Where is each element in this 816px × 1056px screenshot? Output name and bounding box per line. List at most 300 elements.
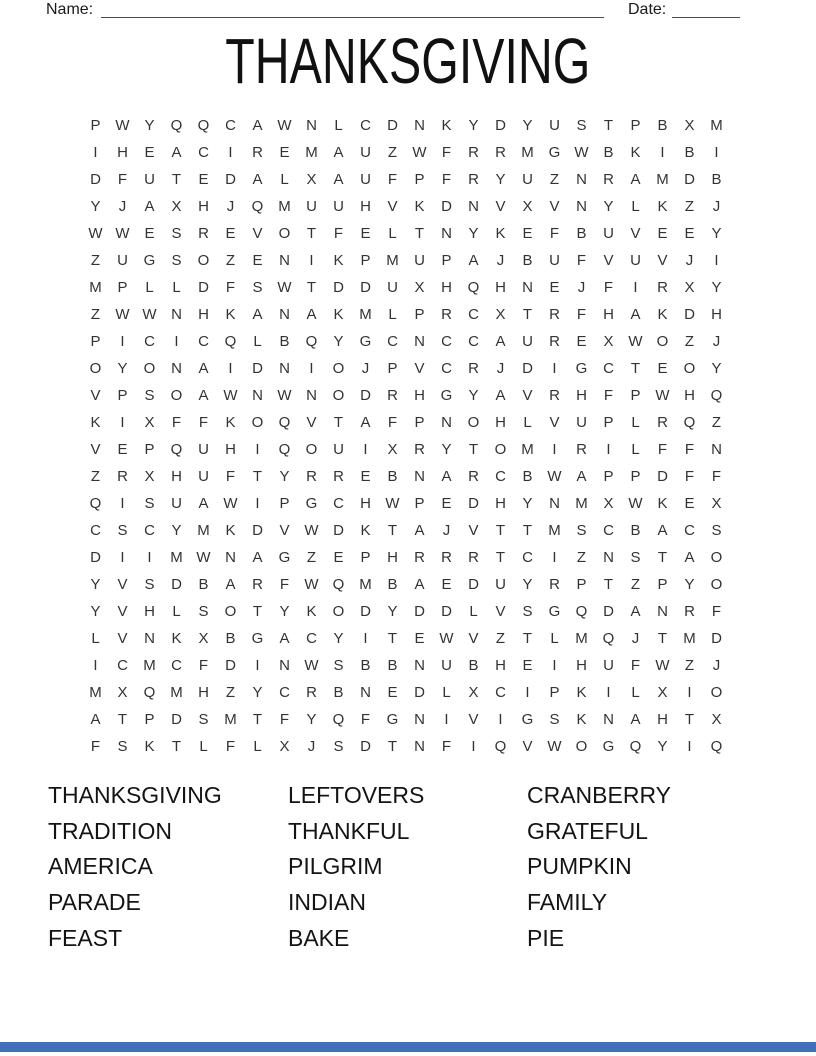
grid-cell: I	[687, 738, 692, 755]
word-list-item: CRANBERRY	[527, 782, 671, 808]
grid-cell: D	[333, 279, 344, 296]
grid-cell: O	[251, 414, 264, 431]
grid-cell: H	[495, 414, 506, 431]
grid-cell: Y	[468, 225, 479, 242]
grid-cell: C	[603, 360, 614, 377]
grid-cell: I	[552, 657, 557, 674]
grid-cell: S	[171, 252, 182, 269]
grid-cell: G	[548, 144, 561, 161]
grid-cell: T	[522, 522, 533, 539]
grid-cell: F	[684, 441, 695, 458]
grid-cell: V	[630, 225, 641, 242]
grid-cell: N	[711, 441, 722, 458]
grid-cell: G	[548, 603, 561, 620]
grid-cell: K	[225, 306, 236, 323]
grid-cell: S	[333, 738, 344, 755]
grid-cell: B	[630, 522, 641, 539]
word-list-item: PILGRIM	[288, 853, 383, 880]
grid-cell: R	[549, 576, 560, 593]
grid-cell: X	[468, 684, 479, 701]
grid-cell: X	[603, 495, 614, 512]
grid-cell: S	[576, 522, 587, 539]
grid-cell: M	[521, 441, 534, 458]
grid-cell: Z	[306, 549, 317, 566]
grid-cell: T	[522, 630, 533, 647]
grid-cell: I	[228, 144, 233, 161]
grid-cell: V	[90, 387, 101, 404]
grid-cell: S	[117, 738, 128, 755]
grid-cell: B	[225, 630, 236, 647]
grid-cell: M	[575, 495, 588, 512]
grid-cell: X	[198, 630, 209, 647]
grid-cell: W	[115, 225, 130, 242]
grid-cell: L	[280, 171, 289, 188]
grid-cell: W	[655, 657, 670, 674]
grid-cell: F	[279, 576, 290, 593]
grid-cell: X	[711, 711, 722, 728]
grid-cell: T	[495, 549, 506, 566]
grid-cell: O	[143, 360, 156, 377]
grid-cell: I	[444, 711, 449, 728]
grid-cell: I	[120, 333, 125, 350]
grid-cell: H	[225, 441, 236, 458]
grid-cell: W	[628, 495, 643, 512]
grid-cell: N	[603, 711, 614, 728]
grid-cell: P	[90, 117, 101, 134]
grid-cell: F	[711, 468, 722, 485]
grid-cell: R	[414, 441, 425, 458]
grid-cell: F	[441, 144, 452, 161]
grid-cell: X	[144, 414, 155, 431]
grid-cell: Y	[657, 738, 668, 755]
grid-cell: G	[440, 387, 453, 404]
grid-cell: K	[90, 414, 101, 431]
grid-cell: Z	[630, 576, 641, 593]
grid-cell: K	[630, 144, 641, 161]
grid-cell: Q	[575, 603, 588, 620]
grid-cell: R	[495, 144, 506, 161]
grid-cell: R	[387, 387, 398, 404]
grid-cell: W	[277, 387, 292, 404]
grid-cell: T	[306, 225, 317, 242]
grid-cell: E	[333, 549, 344, 566]
grid-cell: P	[414, 495, 425, 512]
grid-cell: A	[333, 144, 344, 161]
grid-cell: Q	[143, 684, 156, 701]
grid-cell: U	[171, 495, 182, 512]
grid-cell: E	[441, 495, 452, 512]
grid-cell: A	[684, 549, 695, 566]
grid-cell: H	[117, 144, 128, 161]
grid-cell: X	[279, 738, 290, 755]
grid-cell: B	[333, 684, 344, 701]
grid-cell: C	[306, 630, 317, 647]
grid-cell: G	[251, 630, 264, 647]
grid-cell: F	[360, 711, 371, 728]
grid-cell: J	[712, 198, 721, 215]
grid-cell: V	[306, 414, 317, 431]
word-list-item: PIE	[527, 924, 565, 951]
grid-cell: W	[547, 468, 562, 485]
grid-cell: V	[657, 252, 668, 269]
grid-cell: Y	[333, 630, 344, 647]
grid-cell: A	[252, 117, 263, 134]
grid-cell: C	[441, 360, 452, 377]
grid-cell: F	[684, 468, 695, 485]
grid-cell: R	[468, 549, 479, 566]
grid-cell: H	[576, 387, 587, 404]
grid-cell: T	[387, 522, 398, 539]
grid-cell: G	[359, 333, 372, 350]
grid-cell: K	[657, 198, 668, 215]
grid-cell: L	[523, 414, 532, 431]
grid-cell: W	[304, 657, 319, 674]
grid-cell: N	[171, 360, 182, 377]
grid-cell: X	[684, 279, 695, 296]
grid-cell: F	[117, 171, 128, 188]
grid-cell: F	[171, 414, 182, 431]
grid-cell: Z	[225, 252, 236, 269]
grid-cell: S	[144, 576, 155, 593]
grid-cell: B	[360, 657, 371, 674]
grid-cell: Q	[251, 198, 264, 215]
grid-cell: A	[630, 306, 641, 323]
grid-cell: Q	[710, 738, 723, 755]
grid-cell: Y	[306, 711, 317, 728]
grid-cell: H	[684, 387, 695, 404]
grid-cell: A	[630, 603, 641, 620]
grid-cell: A	[468, 252, 479, 269]
grid-cell: T	[306, 279, 317, 296]
grid-cell: F	[225, 738, 236, 755]
grid-cell: Y	[90, 198, 101, 215]
grid-cell: C	[225, 117, 236, 134]
grid-cell: W	[277, 279, 292, 296]
grid-cell: I	[552, 441, 557, 458]
grid-cell: I	[147, 549, 152, 566]
grid-cell: Y	[90, 576, 101, 593]
grid-cell: F	[90, 738, 101, 755]
grid-cell: N	[441, 414, 452, 431]
grid-cell: Q	[467, 279, 480, 296]
grid-cell: D	[603, 603, 614, 620]
grid-cell: C	[441, 333, 452, 350]
grid-cell: A	[252, 549, 263, 566]
word-list-item: INDIAN	[288, 889, 366, 916]
grid-cell: S	[549, 711, 560, 728]
grid-cell: P	[360, 549, 371, 566]
puzzle-title-text: THANKSGIVING	[225, 25, 591, 97]
grid-cell: D	[711, 630, 722, 647]
grid-cell: A	[144, 198, 155, 215]
grid-cell: E	[252, 252, 263, 269]
grid-cell: V	[468, 630, 479, 647]
grid-cell: I	[552, 360, 557, 377]
grid-cell: M	[548, 522, 561, 539]
word-list-item: THANKFUL	[288, 817, 410, 844]
grid-cell: R	[657, 414, 668, 431]
grid-cell: Y	[279, 603, 290, 620]
grid-cell: R	[117, 468, 128, 485]
grid-cell: U	[576, 414, 587, 431]
grid-cell: P	[144, 441, 155, 458]
grid-cell: Z	[225, 684, 236, 701]
grid-cell: I	[606, 684, 611, 701]
grid-cell: J	[577, 279, 586, 296]
grid-cell: K	[144, 738, 155, 755]
grid-cell: E	[576, 333, 587, 350]
grid-cell: Z	[684, 657, 695, 674]
word-list-item: BAKE	[288, 924, 350, 951]
grid-cell: O	[575, 738, 588, 755]
grid-cell: L	[442, 684, 451, 701]
grid-cell: J	[307, 738, 316, 755]
grid-cell: U	[360, 171, 371, 188]
grid-cell: L	[631, 684, 640, 701]
grid-cell: V	[468, 522, 479, 539]
grid-cell: P	[360, 252, 371, 269]
grid-cell: Y	[279, 468, 290, 485]
grid-cell: H	[414, 387, 425, 404]
grid-cell: T	[630, 360, 641, 377]
grid-cell: U	[144, 171, 155, 188]
grid-cell: O	[224, 603, 237, 620]
grid-cell: P	[414, 306, 425, 323]
grid-cell: C	[684, 522, 695, 539]
grid-cell: M	[278, 198, 291, 215]
grid-cell: Z	[90, 252, 101, 269]
grid-cell: V	[252, 225, 263, 242]
grid-cell: I	[120, 495, 125, 512]
grid-cell: X	[144, 468, 155, 485]
grid-cell: Y	[90, 603, 101, 620]
grid-cell: V	[603, 252, 614, 269]
grid-cell: N	[414, 711, 425, 728]
grid-cell: C	[603, 522, 614, 539]
grid-cell: K	[576, 711, 587, 728]
word-list-item: GRATEFUL	[527, 817, 648, 844]
grid-cell: N	[414, 333, 425, 350]
grid-cell: I	[525, 684, 530, 701]
grid-cell: W	[655, 387, 670, 404]
grid-cell: M	[197, 522, 210, 539]
grid-cell: J	[712, 657, 721, 674]
grid-cell: F	[198, 414, 209, 431]
grid-cell: L	[388, 225, 397, 242]
grid-cell: A	[495, 333, 506, 350]
grid-cell: N	[360, 684, 371, 701]
grid-cell: M	[224, 711, 237, 728]
grid-cell: I	[552, 549, 557, 566]
grid-cell: R	[549, 333, 560, 350]
grid-cell: T	[171, 171, 182, 188]
grid-cell: G	[521, 711, 534, 728]
grid-cell: B	[711, 171, 722, 188]
grid-cell: H	[441, 279, 452, 296]
grid-cell: U	[198, 468, 209, 485]
grid-cell: P	[387, 360, 398, 377]
grid-cell: N	[414, 738, 425, 755]
grid-cell: R	[252, 576, 263, 593]
grid-cell: I	[687, 684, 692, 701]
grid-cell: S	[252, 279, 263, 296]
grid-cell: R	[684, 603, 695, 620]
grid-cell: K	[414, 198, 425, 215]
grid-cell: N	[414, 117, 425, 134]
grid-cell: B	[522, 468, 533, 485]
grid-cell: I	[174, 333, 179, 350]
grid-cell: B	[387, 468, 398, 485]
grid-cell: V	[549, 414, 560, 431]
grid-cell: L	[253, 738, 262, 755]
grid-cell: C	[144, 333, 155, 350]
grid-cell: P	[414, 171, 425, 188]
grid-cell: A	[306, 306, 317, 323]
grid-cell: G	[602, 738, 615, 755]
grid-cell: A	[198, 495, 209, 512]
grid-cell: C	[495, 468, 506, 485]
grid-cell: A	[657, 522, 668, 539]
grid-cell: D	[90, 171, 101, 188]
grid-cell: D	[495, 117, 506, 134]
grid-cell: D	[414, 603, 425, 620]
grid-cell: M	[386, 252, 399, 269]
grid-cell: I	[120, 549, 125, 566]
grid-cell: Q	[278, 441, 291, 458]
grid-cell: D	[171, 711, 182, 728]
grid-cell: U	[603, 225, 614, 242]
date-field-line	[672, 0, 740, 18]
grid-cell: Y	[171, 522, 182, 539]
grid-cell: U	[360, 144, 371, 161]
grid-cell: F	[603, 279, 614, 296]
grid-cell: T	[495, 522, 506, 539]
grid-cell: T	[171, 738, 182, 755]
grid-cell: A	[90, 711, 101, 728]
grid-cell: S	[576, 117, 587, 134]
grid-cell: A	[279, 630, 290, 647]
grid-cell: D	[522, 360, 533, 377]
grid-cell: A	[252, 306, 263, 323]
grid-cell: P	[549, 684, 560, 701]
grid-cell: D	[684, 171, 695, 188]
grid-cell: V	[495, 198, 506, 215]
grid-cell: F	[441, 738, 452, 755]
grid-cell: E	[198, 171, 209, 188]
name-label: Name:	[46, 1, 94, 18]
grid-cell: F	[657, 441, 668, 458]
grid-cell: H	[495, 657, 506, 674]
date-label: Date:	[628, 1, 667, 18]
grid-cell: F	[603, 387, 614, 404]
grid-cell: X	[522, 198, 533, 215]
grid-cell: S	[522, 603, 533, 620]
grid-cell: K	[225, 522, 236, 539]
grid-cell: O	[710, 684, 723, 701]
grid-cell: N	[225, 549, 236, 566]
grid-cell: U	[603, 657, 614, 674]
grid-cell: H	[603, 306, 614, 323]
word-list-item: PARADE	[48, 889, 141, 916]
grid-cell: L	[550, 630, 559, 647]
grid-cell: P	[117, 279, 128, 296]
grid-cell: R	[468, 171, 479, 188]
grid-cell: I	[255, 495, 260, 512]
grid-cell: H	[576, 657, 587, 674]
grid-cell: C	[495, 684, 506, 701]
grid-cell: J	[631, 630, 640, 647]
grid-cell: R	[468, 144, 479, 161]
grid-cell: Q	[710, 387, 723, 404]
grid-cell: R	[306, 684, 317, 701]
grid-cell: W	[223, 387, 238, 404]
grid-cell: O	[710, 576, 723, 593]
grid-cell: D	[360, 387, 371, 404]
grid-cell: Y	[468, 387, 479, 404]
grid-cell: V	[387, 198, 398, 215]
grid-cell: Q	[170, 441, 183, 458]
grid-cell: W	[385, 495, 400, 512]
grid-cell: L	[91, 630, 100, 647]
grid-cell: C	[387, 333, 398, 350]
grid-cell: N	[576, 198, 587, 215]
grid-cell: U	[117, 252, 128, 269]
grid-cell: K	[576, 684, 587, 701]
word-list-item: TRADITION	[48, 817, 172, 844]
grid-cell: A	[225, 576, 236, 593]
grid-cell: P	[657, 576, 668, 593]
grid-cell: J	[226, 198, 235, 215]
grid-cell: H	[171, 468, 182, 485]
grid-cell: N	[279, 252, 290, 269]
grid-cell: P	[630, 117, 641, 134]
grid-cell: M	[89, 279, 102, 296]
grid-cell: K	[360, 522, 371, 539]
grid-cell: N	[279, 360, 290, 377]
grid-cell: D	[360, 738, 371, 755]
grid-cell: R	[333, 468, 344, 485]
grid-cell: D	[468, 495, 479, 512]
grid-cell: Q	[278, 414, 291, 431]
grid-cell: P	[630, 468, 641, 485]
grid-cell: R	[576, 441, 587, 458]
grid-cell: D	[387, 117, 398, 134]
grid-cell: E	[360, 225, 371, 242]
grid-cell: Q	[602, 630, 615, 647]
grid-cell: V	[279, 522, 290, 539]
grid-cell: O	[332, 360, 345, 377]
grid-cell: Z	[90, 468, 101, 485]
grid-cell: I	[309, 252, 314, 269]
grid-cell: P	[630, 387, 641, 404]
grid-cell: F	[387, 171, 398, 188]
grid-cell: I	[255, 657, 260, 674]
grid-cell: E	[522, 225, 533, 242]
grid-cell: J	[496, 360, 505, 377]
grid-cell: C	[171, 657, 182, 674]
grid-cell: W	[88, 225, 103, 242]
grid-cell: X	[495, 306, 506, 323]
word-list-item: AMERICA	[48, 853, 153, 880]
grid-cell: B	[603, 144, 614, 161]
grid-cell: E	[279, 144, 290, 161]
grid-cell: U	[414, 252, 425, 269]
grid-cell: O	[278, 225, 291, 242]
grid-cell: L	[172, 603, 181, 620]
grid-cell: O	[305, 441, 318, 458]
grid-cell: M	[143, 657, 156, 674]
grid-cell: Z	[684, 333, 695, 350]
